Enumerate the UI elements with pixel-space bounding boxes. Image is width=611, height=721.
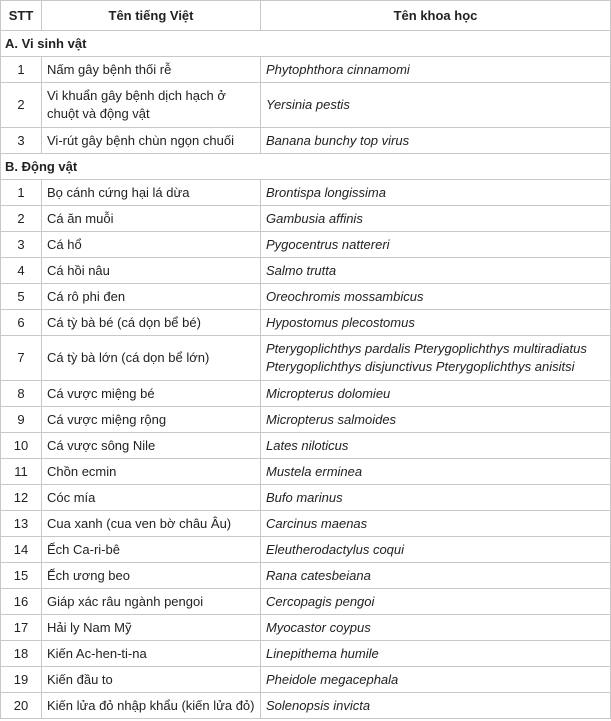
sci-name-line: Pterygoplichthys disjunctivus Pterygoplichthys anisitsi <box>266 359 575 374</box>
row-number: 18 <box>1 641 42 667</box>
row-number: 12 <box>1 485 42 511</box>
table-row <box>1 232 611 258</box>
vn-name-line: chuột và động vật <box>47 106 150 121</box>
row-number: 9 <box>1 407 42 433</box>
vn-name-cell: Kiến lửa đỏ nhập khẩu (kiến lửa đỏ) <box>42 693 261 719</box>
table-row <box>1 57 611 83</box>
sci-name-cell: Eleutherodactylus coqui <box>261 537 611 563</box>
row-number: 1 <box>1 57 42 83</box>
table-row <box>1 336 611 381</box>
sci-name-cell: Pygocentrus nattereri <box>261 232 611 258</box>
vn-name-cell: Cá vược miệng rộng <box>42 407 261 433</box>
row-number: 11 <box>1 459 42 485</box>
sci-name-cell: Mustela erminea <box>261 459 611 485</box>
table-row <box>1 589 611 615</box>
vn-name-cell: Vi-rút gây bệnh chùn ngọn chuối <box>42 128 261 154</box>
vn-name-cell: Giáp xác râu ngành pengoi <box>42 589 261 615</box>
vn-name-cell: Kiến đầu to <box>42 667 261 693</box>
row-number: 2 <box>1 206 42 232</box>
row-number: 6 <box>1 310 42 336</box>
vn-name-cell: Cá vược miệng bé <box>42 381 261 407</box>
sci-name-cell: Micropterus salmoides <box>261 407 611 433</box>
vn-name-cell: Ếch ương beo <box>42 563 261 589</box>
sci-name-cell: Linepithema humile <box>261 641 611 667</box>
table-row <box>1 433 611 459</box>
vn-name-cell: Cá tỳ bà lớn (cá dọn bể lớn) <box>42 336 261 381</box>
sci-name-cell: Oreochromis mossambicus <box>261 284 611 310</box>
row-number: 16 <box>1 589 42 615</box>
table-row <box>1 615 611 641</box>
vn-name-cell <box>42 83 261 128</box>
vn-name-cell: Hải ly Nam Mỹ <box>42 615 261 641</box>
vn-name-cell: Cua xanh (cua ven bờ châu Âu) <box>42 511 261 537</box>
table-row <box>1 511 611 537</box>
row-number: 13 <box>1 511 42 537</box>
table-row <box>1 83 611 128</box>
table-row <box>1 407 611 433</box>
section-row-b <box>1 154 611 180</box>
sci-name-cell: Brontispa longissima <box>261 180 611 206</box>
sci-name-cell: Hypostomus plecostomus <box>261 310 611 336</box>
vn-name-cell: Cá rô phi đen <box>42 284 261 310</box>
row-number: 7 <box>1 336 42 381</box>
vn-name-cell: Ếch Ca-ri-bê <box>42 537 261 563</box>
table-row <box>1 667 611 693</box>
table-row <box>1 128 611 154</box>
sci-name-cell: Cercopagis pengoi <box>261 589 611 615</box>
vn-name-cell: Cá ăn muỗi <box>42 206 261 232</box>
vn-name-cell: Cá vược sông Nile <box>42 433 261 459</box>
sci-name-cell: Rana catesbeiana <box>261 563 611 589</box>
sci-name-cell: Bufo marinus <box>261 485 611 511</box>
vn-name-cell: Cóc mía <box>42 485 261 511</box>
section-title: A. Vi sinh vật <box>1 31 611 57</box>
table-row <box>1 641 611 667</box>
vn-name-cell: Bọ cánh cứng hại lá dừa <box>42 180 261 206</box>
sci-name-cell: Yersinia pestis <box>261 83 611 128</box>
sci-name-cell: Solenopsis invicta <box>261 693 611 719</box>
row-number: 4 <box>1 258 42 284</box>
section-row-a <box>1 31 611 57</box>
table-row <box>1 459 611 485</box>
vn-name-cell: Cá tỳ bà bé (cá dọn bể bé) <box>42 310 261 336</box>
sci-name-cell: Banana bunchy top virus <box>261 128 611 154</box>
row-number: 14 <box>1 537 42 563</box>
row-number: 3 <box>1 128 42 154</box>
sci-name-cell: Phytophthora cinnamomi <box>261 57 611 83</box>
table-row <box>1 537 611 563</box>
sci-name-cell: Myocastor coypus <box>261 615 611 641</box>
vn-name-line: Vi khuẩn gây bệnh dịch hạch ở <box>47 88 226 103</box>
row-number: 2 <box>1 83 42 128</box>
table-row <box>1 381 611 407</box>
vn-name-cell: Nấm gây bệnh thối rễ <box>42 57 261 83</box>
row-number: 5 <box>1 284 42 310</box>
row-number: 19 <box>1 667 42 693</box>
table-row <box>1 693 611 719</box>
table-row <box>1 258 611 284</box>
table-row <box>1 206 611 232</box>
vn-name-cell: Kiến Ac-hen-ti-na <box>42 641 261 667</box>
section-title: B. Động vật <box>1 154 611 180</box>
vn-name-cell: Chồn ecmin <box>42 459 261 485</box>
row-number: 1 <box>1 180 42 206</box>
vn-name-cell: Cá hổ <box>42 232 261 258</box>
row-number: 15 <box>1 563 42 589</box>
header-vn-name: Tên tiếng Việt <box>42 1 261 31</box>
row-number: 10 <box>1 433 42 459</box>
table-row <box>1 180 611 206</box>
sci-name-cell <box>261 336 611 381</box>
header-stt: STT <box>1 1 42 31</box>
table-row <box>1 485 611 511</box>
vn-name-cell: Cá hồi nâu <box>42 258 261 284</box>
row-number: 8 <box>1 381 42 407</box>
row-number: 20 <box>1 693 42 719</box>
sci-name-cell: Carcinus maenas <box>261 511 611 537</box>
table-row <box>1 310 611 336</box>
header-row <box>1 1 611 31</box>
sci-name-cell: Salmo trutta <box>261 258 611 284</box>
table-row <box>1 563 611 589</box>
sci-name-line: Pterygoplichthys pardalis Pterygoplichthys multiradiatus <box>266 341 587 356</box>
sci-name-cell: Gambusia affinis <box>261 206 611 232</box>
row-number: 17 <box>1 615 42 641</box>
sci-name-cell: Lates niloticus <box>261 433 611 459</box>
row-number: 3 <box>1 232 42 258</box>
table-row <box>1 284 611 310</box>
sci-name-cell: Pheidole megacephala <box>261 667 611 693</box>
header-sci-name: Tên khoa học <box>261 1 611 31</box>
sci-name-cell: Micropterus dolomieu <box>261 381 611 407</box>
